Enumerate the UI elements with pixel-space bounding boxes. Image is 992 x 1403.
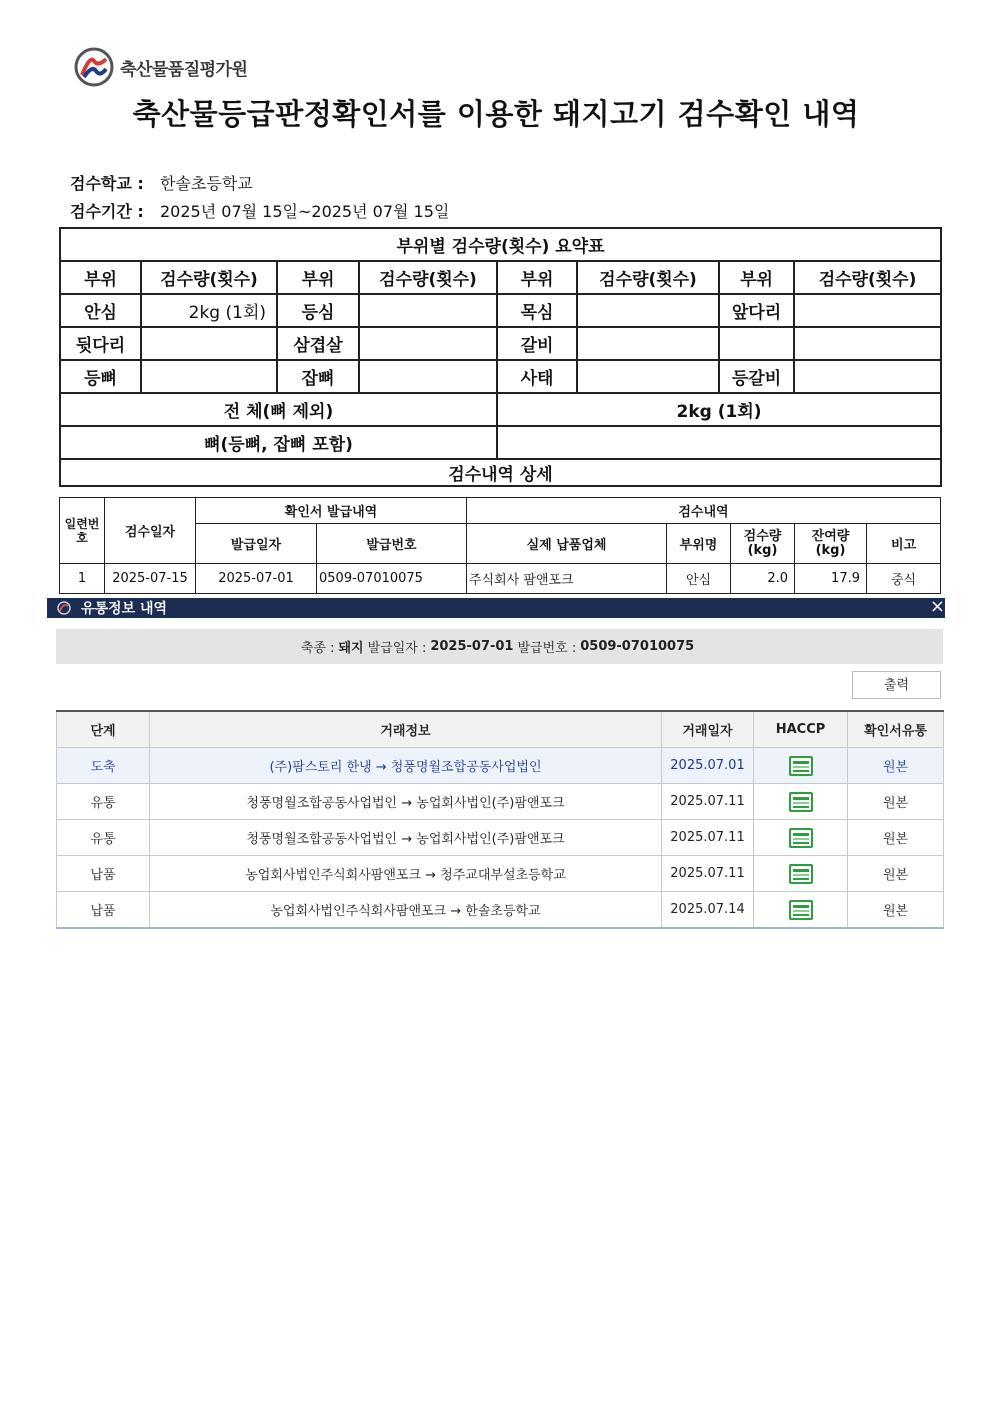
cert-flow: 원본: [848, 856, 944, 892]
part-name: 뒷다리: [60, 327, 141, 360]
summary-col-qty: 검수량(횟수): [577, 261, 719, 294]
trade-info: 농업회사법인주식회사팜앤포크 → 청주교대부설초등학교: [150, 856, 662, 892]
part-qty: [794, 327, 941, 360]
popup-title-bar: [47, 598, 945, 618]
part-qty: [359, 360, 497, 393]
part-name: 갈비: [497, 327, 577, 360]
stage: 유통: [57, 820, 150, 856]
distribution-row[interactable]: [57, 748, 944, 784]
part-name: 등심: [277, 294, 359, 327]
cert-flow: 원본: [848, 820, 944, 856]
popup-title: 유통정보 내역: [81, 601, 168, 617]
total-label: 전 체(뼈 제외): [60, 393, 497, 426]
h-part: 부위명: [667, 524, 731, 564]
cell-note: 중식: [867, 564, 941, 594]
h-cert: 확인서 발급내역: [196, 498, 467, 524]
cell-remain: 17.9: [795, 564, 867, 594]
h-qty: 검수량 (kg): [731, 524, 795, 564]
period-info: [70, 199, 449, 222]
school-value: 한솔초등학교: [160, 174, 253, 193]
h-remain: 잔여량 (kg): [795, 524, 867, 564]
issue-no-value: 0509-07010075: [580, 639, 695, 654]
haccp-cell: [754, 748, 848, 784]
summary-row: [60, 360, 941, 393]
trade-info: 청풍명월조합공동사업법인 → 농업회사법인(주)팜앤포크: [150, 820, 662, 856]
h-date: 검수일자: [105, 498, 196, 564]
haccp-cell: [754, 820, 848, 856]
school-info: [70, 171, 253, 194]
trade-info: 청풍명월조합공동사업법인 → 농업회사법인(주)팜앤포크: [150, 784, 662, 820]
part-name: 등갈비: [719, 360, 794, 393]
h-stage: 단계: [57, 711, 150, 748]
distribution-header-row: [57, 711, 944, 748]
cell-part: 안심: [667, 564, 731, 594]
trade-date: 2025.07.11: [662, 820, 754, 856]
cert-flow: 원본: [848, 748, 944, 784]
distribution-row[interactable]: [57, 856, 944, 892]
distribution-row[interactable]: [57, 820, 944, 856]
print-button[interactable]: 출력: [852, 671, 941, 699]
species-value: 돼지: [338, 641, 364, 656]
trade-date: 2025.07.01: [662, 748, 754, 784]
haccp-cell: [754, 856, 848, 892]
h-trade: 거래정보: [150, 711, 662, 748]
popup-logo-icon: [57, 601, 71, 615]
h-insp: 검수내역: [467, 498, 941, 524]
summary-header-row: [60, 261, 941, 294]
cell-issue-date: 2025-07-01: [196, 564, 317, 594]
stage: 도축: [57, 748, 150, 784]
total-value: 2kg (1회): [497, 393, 941, 426]
haccp-icon: [788, 791, 814, 813]
summary-row: [60, 294, 941, 327]
part-qty: [359, 327, 497, 360]
haccp-icon: [788, 755, 814, 777]
trade-date: 2025.07.14: [662, 892, 754, 929]
h-cert-flow: 확인서유통: [848, 711, 944, 748]
part-qty: [794, 360, 941, 393]
summary-table: [59, 227, 942, 487]
org-name: 축산물품질평가원: [120, 59, 248, 80]
cert-flow: 원본: [848, 892, 944, 929]
haccp-cell: [754, 892, 848, 929]
haccp-icon: [788, 863, 814, 885]
period-value: 2025년 07월 15일~2025년 07월 15일: [160, 202, 450, 221]
summary-col-qty: 검수량(횟수): [794, 261, 941, 294]
distribution-row[interactable]: [57, 784, 944, 820]
period-label: 검수기간 :: [70, 202, 144, 221]
cell-issue-no: 0509-07010075: [317, 564, 467, 594]
part-qty: [359, 294, 497, 327]
stage: 유통: [57, 784, 150, 820]
h-haccp: HACCP: [754, 711, 848, 748]
detail-table: [59, 497, 941, 594]
trade-date: 2025.07.11: [662, 856, 754, 892]
cert-flow: 원본: [848, 784, 944, 820]
h-vendor: 실제 납품업체: [467, 524, 667, 564]
part-qty: [577, 294, 719, 327]
summary-title: 부위별 검수량(횟수) 요약표: [60, 228, 941, 261]
part-name: 등뼈: [60, 360, 141, 393]
summary-col-qty: 검수량(횟수): [359, 261, 497, 294]
summary-row: [60, 327, 941, 360]
distribution-table: [56, 710, 944, 929]
cell-vendor: 주식회사 팜앤포크: [467, 564, 667, 594]
summary-col-part: 부위: [497, 261, 577, 294]
part-name: 앞다리: [719, 294, 794, 327]
summary-col-part: 부위: [277, 261, 359, 294]
part-name: 안심: [60, 294, 141, 327]
stage: 납품: [57, 856, 150, 892]
part-name: 삼겹살: [277, 327, 359, 360]
part-name: 사태: [497, 360, 577, 393]
h-note: 비고: [867, 524, 941, 564]
org-logo: [74, 47, 247, 87]
part-qty: [141, 360, 277, 393]
popup-subheader: [56, 629, 943, 664]
page-title: 축산물등급판정확인서를 이용한 돼지고기 검수확인 내역: [132, 97, 860, 131]
haccp-icon: [788, 827, 814, 849]
detail-row: [60, 564, 941, 594]
issue-date-label: 발급일자 :: [367, 641, 427, 656]
haccp-icon: [788, 899, 814, 921]
part-name: 목심: [497, 294, 577, 327]
cell-qty: 2.0: [731, 564, 795, 594]
trade-info: 농업회사법인주식회사팜앤포크 → 한솔초등학교: [150, 892, 662, 929]
h-serial: 일련번호: [60, 498, 105, 564]
total-row: [60, 393, 941, 426]
cell-serial: 1: [60, 564, 105, 594]
org-logo-icon: [74, 47, 114, 87]
part-name: 잡뼈: [277, 360, 359, 393]
stage: 납품: [57, 892, 150, 929]
issue-date-value: 2025-07-01: [430, 639, 514, 654]
part-qty: [141, 327, 277, 360]
h-issue-date: 발급일자: [196, 524, 317, 564]
h-trade-date: 거래일자: [662, 711, 754, 748]
haccp-cell: [754, 784, 848, 820]
summary-col-part: 부위: [60, 261, 141, 294]
trade-date: 2025.07.11: [662, 784, 754, 820]
part-qty: [577, 327, 719, 360]
school-label: 검수학교 :: [70, 174, 144, 193]
summary-col-qty: 검수량(횟수): [141, 261, 277, 294]
h-issue-no: 발급번호: [317, 524, 467, 564]
part-name: [719, 327, 794, 360]
part-qty: 2kg (1회): [141, 294, 277, 327]
close-icon[interactable]: ×: [929, 596, 945, 617]
summary-col-part: 부위: [719, 261, 794, 294]
bone-row: [60, 426, 941, 459]
bone-value: [497, 426, 941, 459]
part-qty: [794, 294, 941, 327]
bone-label: 뼈(등뼈, 잡뼈 포함): [60, 426, 497, 459]
species-label: 축종 :: [300, 641, 335, 656]
detail-title: 검수내역 상세: [60, 459, 941, 486]
distribution-row[interactable]: [57, 892, 944, 929]
trade-info: (주)팜스토리 한냉 → 청풍명월조합공동사업법인: [150, 748, 662, 784]
cell-date: 2025-07-15: [105, 564, 196, 594]
part-qty: [577, 360, 719, 393]
issue-no-label: 발급번호 :: [517, 641, 577, 656]
